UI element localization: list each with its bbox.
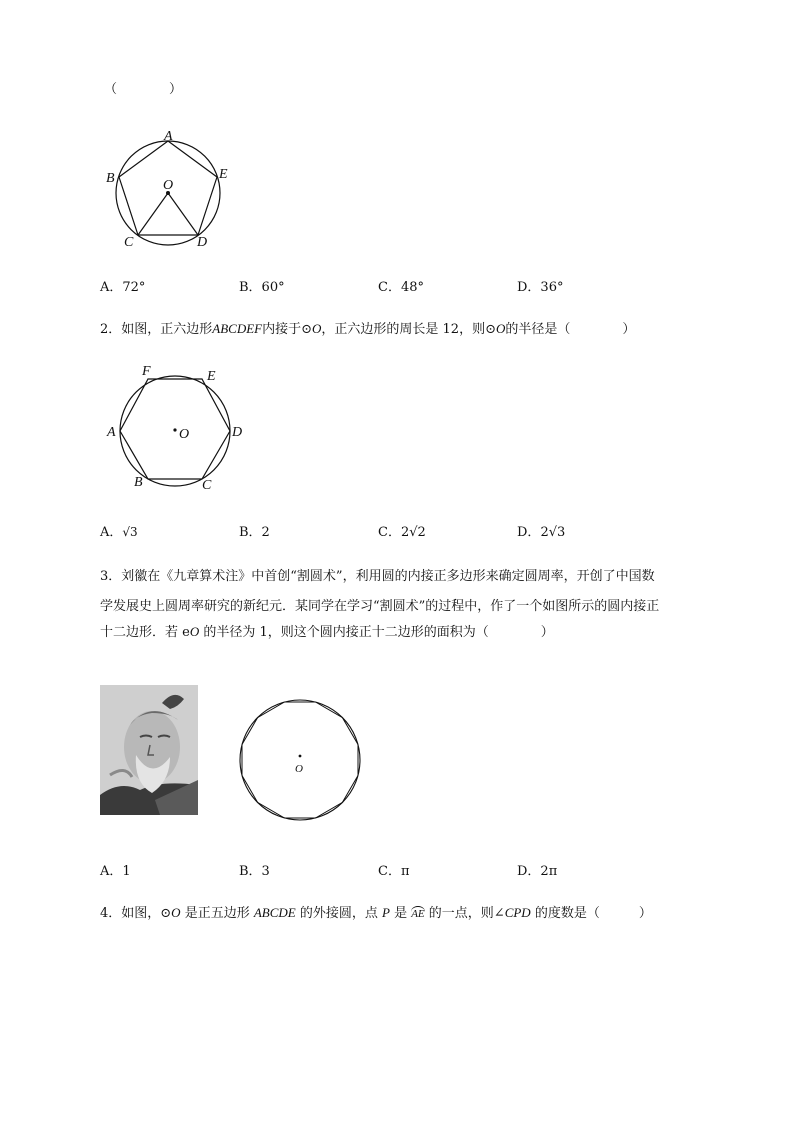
q2-center-dot [173, 428, 176, 431]
q1-label-d: D [197, 235, 208, 250]
q2-option-b[interactable]: B．2 [239, 525, 270, 540]
q2-option-c[interactable]: C．2√2 [378, 525, 426, 540]
q3-option-d[interactable]: D．2π [517, 864, 558, 879]
q2-label-c: C [202, 478, 212, 493]
q1-label-e: E [219, 167, 228, 182]
q1-option-a[interactable]: A．72° [100, 280, 146, 295]
q1-segment-oc [138, 193, 168, 235]
q1-option-c[interactable]: C．48° [378, 280, 424, 295]
q1-answer-paren: （ ） [104, 82, 183, 97]
q3-dodecagon-figure [238, 698, 363, 823]
q3-center-dot [299, 755, 302, 758]
q1-option-b[interactable]: B．60° [239, 280, 285, 295]
q2-label-o: O [179, 427, 190, 442]
q2-option-a[interactable]: A．√3 [100, 525, 138, 540]
q2-label-e: E [207, 369, 216, 384]
q2-option-d[interactable]: D．2√3 [517, 525, 566, 540]
q2-label-a: A [107, 425, 116, 440]
q3-option-b[interactable]: B．3 [239, 864, 270, 879]
liu-hui-portrait [100, 685, 198, 815]
q1-segment-od [168, 193, 198, 235]
q3-option-a[interactable]: A．1 [100, 864, 131, 879]
q2-hexagon-figure [104, 362, 254, 497]
q1-option-d[interactable]: D．36° [517, 280, 564, 295]
q3-label-o: O [295, 763, 303, 775]
q1-label-a: A [164, 129, 173, 144]
q4-arc-label: AE [411, 908, 425, 920]
q3-stem-line-1: 3．刘徽在《九章算术注》中首创“割圆术”，利用圆的内接正多边形来确定圆周率，开创了中国数 [100, 569, 655, 584]
q3-circle [240, 700, 360, 820]
q1-label-b: B [106, 171, 115, 186]
q3-dodecagon [242, 702, 358, 818]
q4-stem: 4．如图，⊙O 是正五边形 ABCDE 的外接圆，点 P 是 AE 的一点，则∠CPD 的度数是（ ） [100, 905, 652, 921]
q2-label-f: F [142, 364, 151, 379]
q3-stem-line-2: 学发展史上圆周率研究的新纪元．某同学在学习“割圆术”的过程中，作了一个如图所示的圆内接正 [100, 599, 660, 614]
q2-stem: 2．如图，正六边形ABCDEF内接于⊙O，正六边形的周长是 12，则⊙O的半径是（ ） [100, 321, 636, 337]
q1-label-o: O [163, 178, 174, 193]
q1-pentagon-figure [100, 124, 240, 254]
q3-option-c[interactable]: C．π [378, 864, 410, 879]
q3-stem-line-3: 十二边形．若 eO 的半径为 1，则这个圆内接正十二边形的面积为（ ） [100, 624, 554, 640]
q2-label-b: B [134, 475, 143, 490]
q1-label-c: C [124, 235, 134, 250]
portrait-image [100, 685, 198, 815]
q2-label-d: D [232, 425, 243, 440]
